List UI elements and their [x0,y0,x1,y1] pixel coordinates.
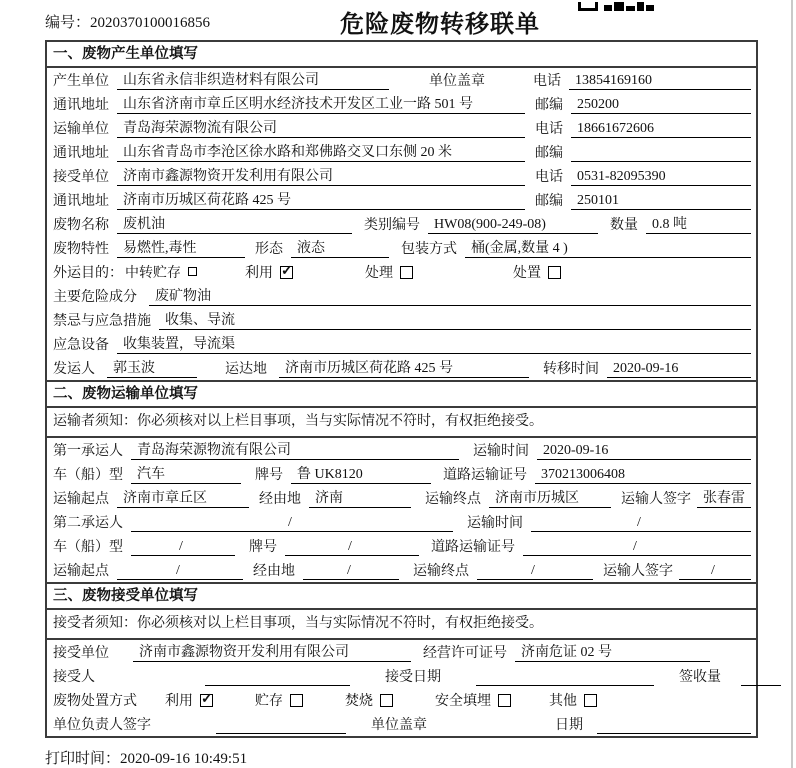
route1-sign-value: 张春雷 [697,487,751,508]
route2-sign-label: 运输人签字 [603,564,673,579]
purpose-option-treat-checkbox [400,266,413,279]
accept-unit-row [47,640,756,664]
disposal-method-row [47,688,756,712]
carrier1-time-label: 运输时间 [473,444,529,459]
receiver-label: 接受单位 [53,170,109,185]
route1-via-label: 经由地 [259,492,301,507]
vehicle2-row [47,534,756,558]
waste-name-value: 废机油 [117,213,352,234]
dispatch-row [47,356,756,380]
operating-license-label: 经营许可证号 [423,646,507,661]
accept-person-row [47,664,756,688]
route1-row [47,486,756,510]
waste-traits-value: 易燃性,毒性 [117,237,245,258]
carrier1-value: 青岛海荣源物流有限公司 [131,439,459,460]
route2-end-label: 运输终点 [413,564,469,579]
seal-label: 单位盖章 [429,74,485,89]
vehicle2-plate-value: / [285,539,419,556]
accept-date-label: 接受日期 [385,670,441,685]
disposal-option-use [165,690,213,710]
producer-phone-value: 13854169160 [569,73,751,90]
disposal-option-storage-label: 贮存 [255,694,283,709]
disposal-option-landfill-label: 安全填埋 [435,694,491,709]
carrier2-row [47,510,756,534]
disposal-option-incinerate-label: 焚烧 [345,694,373,709]
receiver-value: 济南市鑫源物资开发利用有限公司 [117,165,525,186]
waste-traits-label: 废物特性 [53,242,109,257]
receiver-zip-label: 邮编 [535,194,563,209]
vehicle2-type-value: / [131,539,235,556]
emergency-measures-label: 禁忌与应急措施 [53,314,151,329]
route2-via-label: 经由地 [253,564,295,579]
vehicle1-type-value: 汽车 [131,463,241,484]
purpose-option-treat [365,262,413,282]
producer-phone-label: 电话 [533,74,561,89]
transporter-address-label: 通讯地址 [53,146,109,161]
receiver-row [47,164,756,188]
disposal-option-other-label: 其他 [549,694,577,709]
producer-zip-label: 邮编 [535,98,563,113]
purpose-label: 外运目的： [53,266,123,281]
producer-value: 山东省永信非织造材料有限公司 [117,69,389,90]
print-time [45,747,247,768]
waste-form-label: 形态 [255,242,283,257]
packaging-label: 包装方式 [401,242,457,257]
route1-sign-label: 运输人签字 [621,492,691,507]
receiver-address-value: 济南市历城区荷花路 425 号 [117,189,525,210]
transporter-row [47,116,756,140]
signed-qty-value [741,685,781,686]
vehicle2-license-label: 道路运输证号 [431,540,515,555]
serial-value: 2020370100016856 [90,15,211,31]
carrier1-row [47,438,756,462]
carrier2-label: 第二承运人 [53,516,123,531]
destination-value: 济南市历城区荷花路 425 号 [279,357,529,378]
packaging-value: 桶(金属,数量 4 ) [465,237,751,258]
purpose-option-dispose-label: 处置 [513,266,541,281]
print-time-value: 2020-09-16 10:49:51 [120,751,248,767]
waste-qty-value: 0.8 吨 [646,213,751,234]
transporter-value: 青岛海荣源物流有限公司 [117,117,525,138]
vehicle1-plate-label: 牌号 [255,468,283,483]
disposal-option-use-checkbox [200,694,213,707]
disposal-option-landfill-checkbox [498,694,511,707]
route2-start-label: 运输起点 [53,564,109,579]
route1-start-value: 济南市章丘区 [117,487,249,508]
section3-title: 三、废物接受单位填写 [47,582,756,610]
route2-via-value: / [303,563,399,580]
waste-form-value: 液态 [291,237,389,258]
purpose-option-use-label: 利用 [245,266,273,281]
receiver-address-row [47,188,756,212]
route1-start-label: 运输起点 [53,492,109,507]
seal-date-label: 日期 [555,718,583,733]
transporter-address-row [47,140,756,164]
purpose-option-use [245,262,293,282]
producer-address-label: 通讯地址 [53,98,109,113]
waste-category-value: HW08(900-249-08) [428,217,598,234]
disposal-option-storage-checkbox [290,694,303,707]
section2-title: 二、废物运输单位填写 [47,380,756,408]
producer-address-value: 山东省济南市章丘区明水经济技术开发区工业一路 501 号 [117,93,525,114]
vehicle1-license-label: 道路运输证号 [443,468,527,483]
responsible-signature-value [216,733,346,734]
serial-number [45,11,210,32]
serial-label: 编号： [45,15,91,31]
carrier1-label: 第一承运人 [53,444,123,459]
route1-via-value: 济南 [309,487,411,508]
destination-label: 运达地 [225,362,267,377]
transporter-label: 运输单位 [53,122,109,137]
route2-sign-value: / [679,563,751,580]
producer-address-row [47,92,756,116]
emergency-measures-value: 收集、导流 [159,309,751,330]
print-time-label: 打印时间： [45,751,121,767]
purpose-row [47,260,756,284]
transporter-zip-value [571,161,751,162]
receiver-zip-value: 250101 [571,193,751,210]
transporter-zip-label: 邮编 [535,146,563,161]
purpose-option-transfer-storage [125,262,197,282]
responsible-signature-label: 单位负责人签字 [53,718,151,733]
emergency-measures-row [47,308,756,332]
route2-row [47,558,756,582]
waste-category-label: 类别编号 [364,218,420,233]
section1-title: 一、废物产生单位填写 [47,42,756,68]
accept-unit-label: 接受单位 [53,646,109,661]
signed-qty-label: 签收量 [679,670,721,685]
purpose-option-use-checkbox [280,266,293,279]
emergency-equipment-row [47,332,756,356]
route2-end-value: / [477,563,593,580]
carrier2-time-label: 运输时间 [467,516,523,531]
receiver-address-label: 通讯地址 [53,194,109,209]
receiver-phone-value: 0531-82095390 [571,169,751,186]
disposal-option-storage [255,690,303,710]
route2-start-value: / [117,563,243,580]
seal-date-value [597,733,751,734]
accept-person-value [205,685,350,686]
producer-label: 产生单位 [53,74,109,89]
purpose-option-dispose-checkbox [548,266,561,279]
waste-name-label: 废物名称 [53,218,109,233]
purpose-option-treat-label: 处理 [365,266,393,281]
hazard-component-value: 废矿物油 [149,285,751,306]
disposal-option-other-checkbox [584,694,597,707]
purpose-option-dispose [513,262,561,282]
emergency-equipment-value: 收集装置，导流渠 [117,333,751,354]
route1-end-label: 运输终点 [425,492,481,507]
transfer-time-label: 转移时间 [543,362,599,377]
hazard-component-label: 主要危险成分 [53,290,137,305]
transporter-phone-value: 18661672606 [571,121,751,138]
waste-name-row [47,212,756,236]
disposal-option-landfill [435,690,511,710]
accept-date-value [476,685,654,686]
waste-qty-label: 数量 [610,218,638,233]
disposal-option-incinerate [345,690,393,710]
vehicle2-license-value: / [523,539,751,556]
transporter-notice: 运输者须知：你必须核对以上栏目事项，当与实际情况不符时，有权拒绝接受。 [47,408,756,438]
disposal-option-use-label: 利用 [165,694,193,709]
emergency-equipment-label: 应急设备 [53,338,109,353]
accept-unit-value: 济南市鑫源物资开发利用有限公司 [133,641,411,662]
unit-seal-label: 单位盖章 [371,718,427,733]
hazard-component-row [47,284,756,308]
route1-end-value: 济南市历城区 [489,487,611,508]
vehicle1-type-label: 车（船）型 [53,468,123,483]
transfer-form-table [45,40,758,738]
purpose-option-transfer-storage-checkbox [188,267,197,276]
waste-traits-row [47,236,756,260]
producer-zip-value: 250200 [571,97,751,114]
operating-license-value: 济南危证 02 号 [515,641,710,662]
vehicle2-type-label: 车（船）型 [53,540,123,555]
producer-row [47,68,756,92]
carrier2-time-value: / [531,515,751,532]
transporter-phone-label: 电话 [535,122,563,137]
disposal-option-incinerate-checkbox [380,694,393,707]
transporter-address-value: 山东省青岛市李沧区徐水路和郑佛路交叉口东侧 20 米 [117,141,525,162]
receiver-notice: 接受者须知：你必须核对以上栏目事项，当与实际情况不符时，有权拒绝接受。 [47,610,756,640]
receiver-phone-label: 电话 [535,170,563,185]
dispatcher-value: 郭玉波 [107,357,197,378]
transfer-time-value: 2020-09-16 [607,361,751,378]
vehicle1-plate-value: 鲁 UK8120 [291,463,431,484]
responsible-signature-row [47,712,756,736]
page-title: 危险废物转移联单 [340,12,540,38]
purpose-option-transfer-storage-label: 中转贮存 [125,266,181,281]
disposal-method-label: 废物处置方式 [53,694,137,709]
accept-person-label: 接受人 [53,670,95,685]
disposal-option-other [549,690,597,710]
qr-code-fragment [578,0,654,9]
vehicle1-license-value: 370213006408 [535,467,751,484]
carrier2-value: / [131,515,453,532]
vehicle2-plate-label: 牌号 [249,540,277,555]
vehicle1-row [47,462,756,486]
dispatcher-label: 发运人 [53,362,95,377]
page-edge-line [791,0,793,768]
carrier1-time-value: 2020-09-16 [537,443,751,460]
